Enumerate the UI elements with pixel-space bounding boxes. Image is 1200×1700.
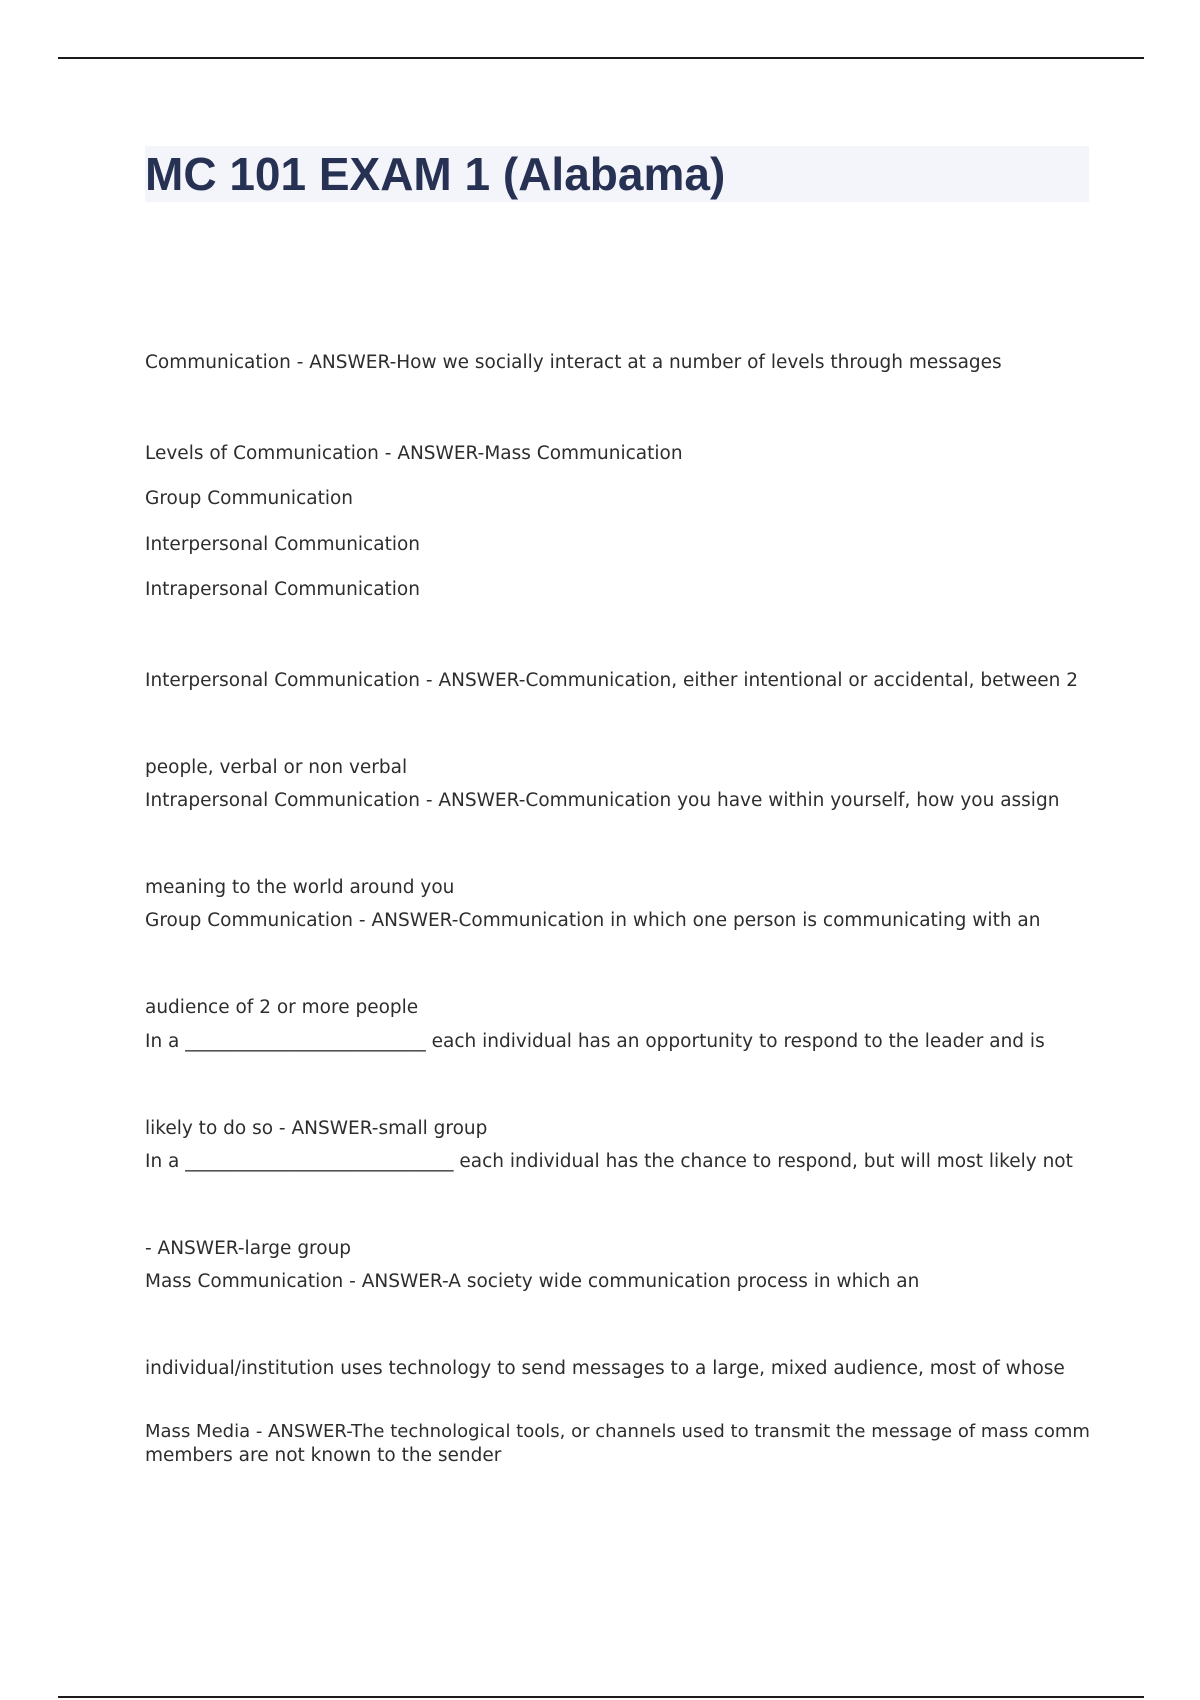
entry-line: Mass Media - ANSWER-The technological tools, or channels used to transmit the message of mass comm	[145, 1421, 1090, 1442]
entry-line: individual/institution uses technology to send messages to a large, mixed audience, most of whose	[145, 1358, 1065, 1379]
entry-line: In a __________________________ each individual has an opportunity to respond to the leader and is	[145, 1031, 1045, 1052]
entry-line: people, verbal or non verbal	[145, 757, 408, 778]
bottom-rule	[58, 1696, 1144, 1698]
entry-line: Group Communication	[145, 488, 354, 509]
entry-line: members are not known to the sender	[145, 1445, 502, 1466]
entry-line: meaning to the world around you	[145, 877, 455, 898]
entry-line: likely to do so - ANSWER-small group	[145, 1118, 488, 1139]
entry-line: In a _____________________________ each individual has the chance to respond, but will most likely not	[145, 1151, 1073, 1172]
entry-line: Levels of Communication - ANSWER-Mass Communication	[145, 443, 683, 464]
entry-line: Intrapersonal Communication - ANSWER-Communication you have within yourself, how you assign	[145, 790, 1060, 811]
top-rule	[58, 57, 1144, 59]
entry-line: Interpersonal Communication - ANSWER-Communication, either intentional or accidental, between 2	[145, 670, 1079, 691]
entry-line: audience of 2 or more people	[145, 997, 419, 1018]
entry-line: Intrapersonal Communication	[145, 579, 420, 600]
entry-line: Communication - ANSWER-How we socially interact at a number of levels through messages	[145, 352, 1002, 373]
entry-line: Interpersonal Communication	[145, 534, 421, 555]
document-title: MC 101 EXAM 1 (Alabama)	[145, 148, 726, 200]
entry-line: - ANSWER-large group	[145, 1238, 352, 1259]
entry-mass-media	[145, 1359, 1090, 1504]
entry-line: Mass Communication - ANSWER-A society wide communication process in which an	[145, 1271, 920, 1292]
entry-line: Group Communication - ANSWER-Communication in which one person is communicating with an	[145, 910, 1041, 931]
